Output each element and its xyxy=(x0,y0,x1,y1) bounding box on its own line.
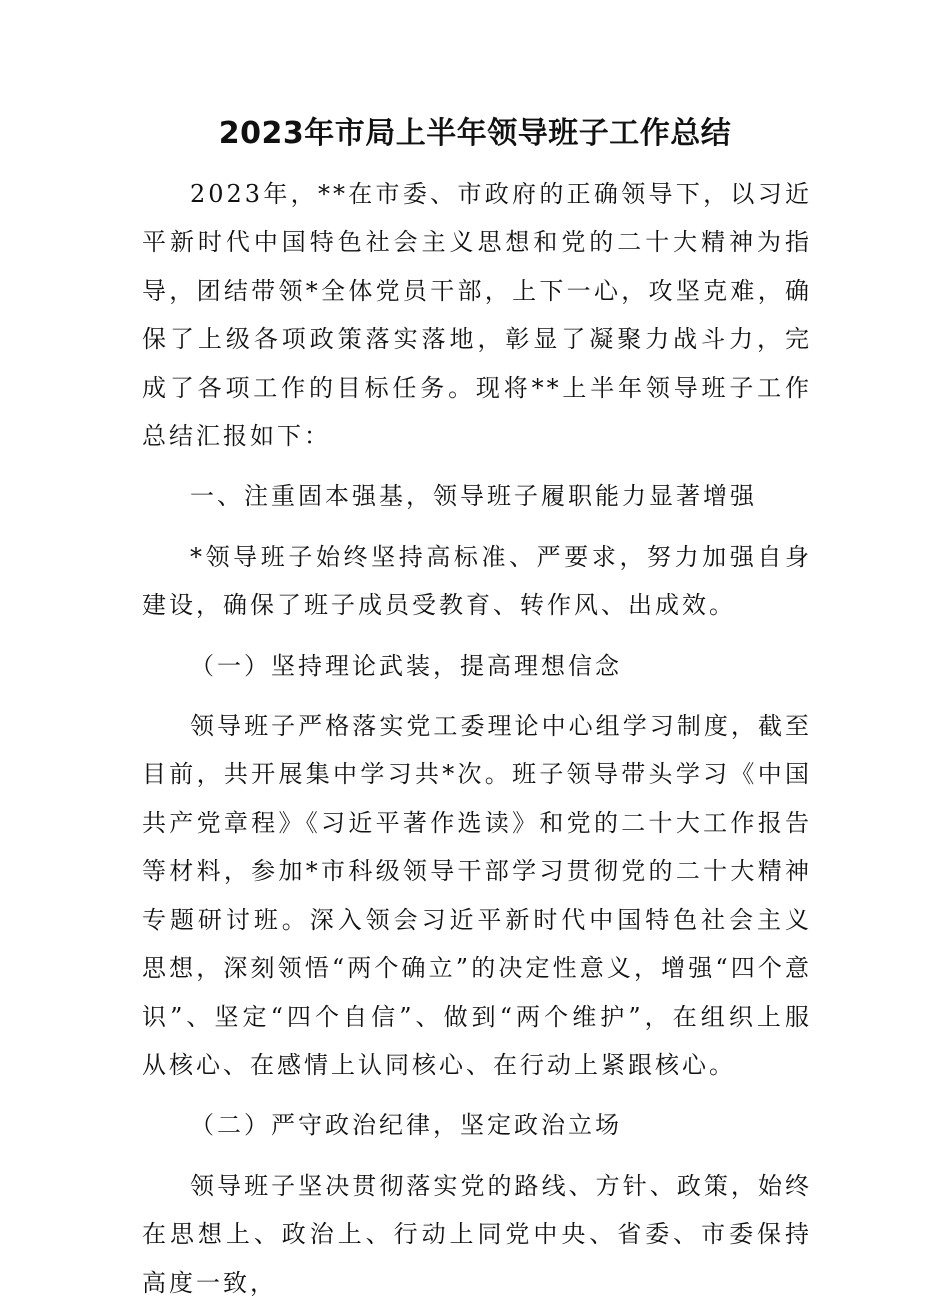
subsection-heading-2: （二）严守政治纪律，坚定政治立场 xyxy=(190,1111,622,1140)
subsection-paragraph-2: 领导班子坚决贯彻落实党的路线、方针、政策，始终在思想上、政治上、行动上同党中央、省委、市委保持高度一致， xyxy=(142,1171,812,1297)
document-body xyxy=(142,170,812,1307)
section-paragraph-1: *领导班子始终坚持高标准、严要求，努力加强自身建设，确保了班子成员受教育、转作风、出成效。 xyxy=(142,542,812,620)
section-heading-1: 一、注重固本强基，领导班子履职能力显著增强 xyxy=(190,482,757,511)
subsection-paragraph-1: 领导班子严格落实党工委理论中心组学习制度，截至目前，共开展集中学习共*次。班子领导带头学习《中国共产党章程》《习近平著作选读》和党的二十大工作报告等材料，参加*市科级领导干部学习贯彻党的二十大精神专题研讨班。深入领会习近平新时代中国特色社会主义思想，深刻领悟“两个确立”的决定性意义，增强“四个意识”、坚定“四个自信”、做到“两个维护”，在组织上服从核心、在感情上认同核心、在行动上紧跟核心。 xyxy=(142,712,812,1079)
intro-paragraph: 2023年，**在市委、市政府的正确领导下，以习近平新时代中国特色社会主义思想和党的二十大精神为指导，团结带领*全体党员干部，上下一心，攻坚克难，确保了上级各项政策落实落地，彰显了凝聚力战斗力，完成了各项工作的目标任务。现将**上半年领导班子工作总结汇报如下： xyxy=(142,180,812,451)
document-title: 2023年市局上半年领导班子工作总结 xyxy=(218,116,732,151)
subsection-heading-1: （一）坚持理论武装，提高理想信念 xyxy=(190,651,622,680)
